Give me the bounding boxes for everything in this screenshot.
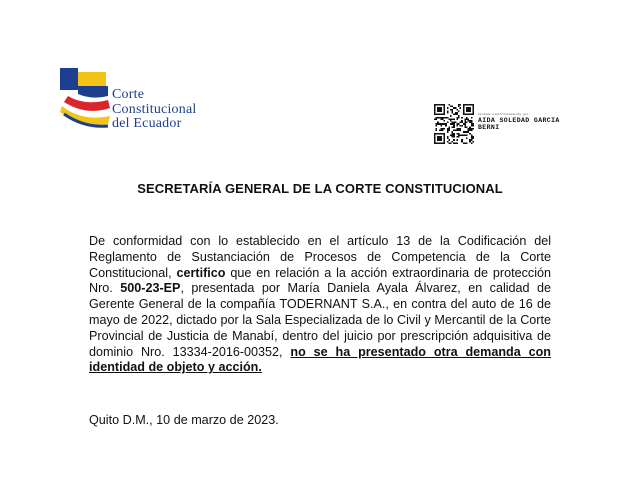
- certification-paragraph: [89, 234, 551, 376]
- court-name-line-1: Corte: [112, 87, 145, 102]
- underlined-conclusion: no se ha presentado otra demanda con identidad de objeto y acción.: [89, 344, 552, 375]
- case-number: 500-23-EP: [120, 281, 181, 296]
- signer-name-line-1: AIDA SOLEDAD GARCIA: [478, 117, 560, 124]
- qr-code-icon: [434, 104, 474, 144]
- electronic-signature: [478, 113, 560, 131]
- body-bold-certifico: certifico: [176, 265, 226, 280]
- signer-name-line-2: BERNI: [478, 124, 500, 131]
- document-date: Quito D.M., 10 de marzo de 2023.: [89, 413, 279, 427]
- court-logo: [58, 66, 248, 138]
- body-text-1: De conformidad con lo establecido en el artículo 13 de la Codificación del Reglamento de Sustanciación de Procesos de Competencia de la Corte Constitucional,: [89, 234, 551, 280]
- body-text-2: que en relación a la acción extraordinaria de protección Nro.: [89, 265, 551, 296]
- document-heading: SECRETARÍA GENERAL DE LA CORTE CONSTITUCIONAL: [137, 181, 503, 196]
- body-text-3: , presentada por María Daniela Ayala Álvarez, en calidad de Gerente General de la compañía TODERNANT S.A., en contra del auto de 16 de mayo de 2022, dictado por la Sala Especializada de lo Civil y Mercantil de la Corte Provincial de Justicia de Manabí, dentro del juicio por prescripción adquisitiva de dominio Nro. 13334-2016-00352,: [89, 281, 551, 359]
- court-name: [112, 88, 196, 132]
- court-emblem-icon: [58, 66, 114, 128]
- court-name-line-3: del Ecuador: [112, 116, 182, 131]
- signature-caption: Firmado electrónicamente por:: [478, 113, 531, 116]
- court-name-line-2: Constitucional: [112, 101, 197, 117]
